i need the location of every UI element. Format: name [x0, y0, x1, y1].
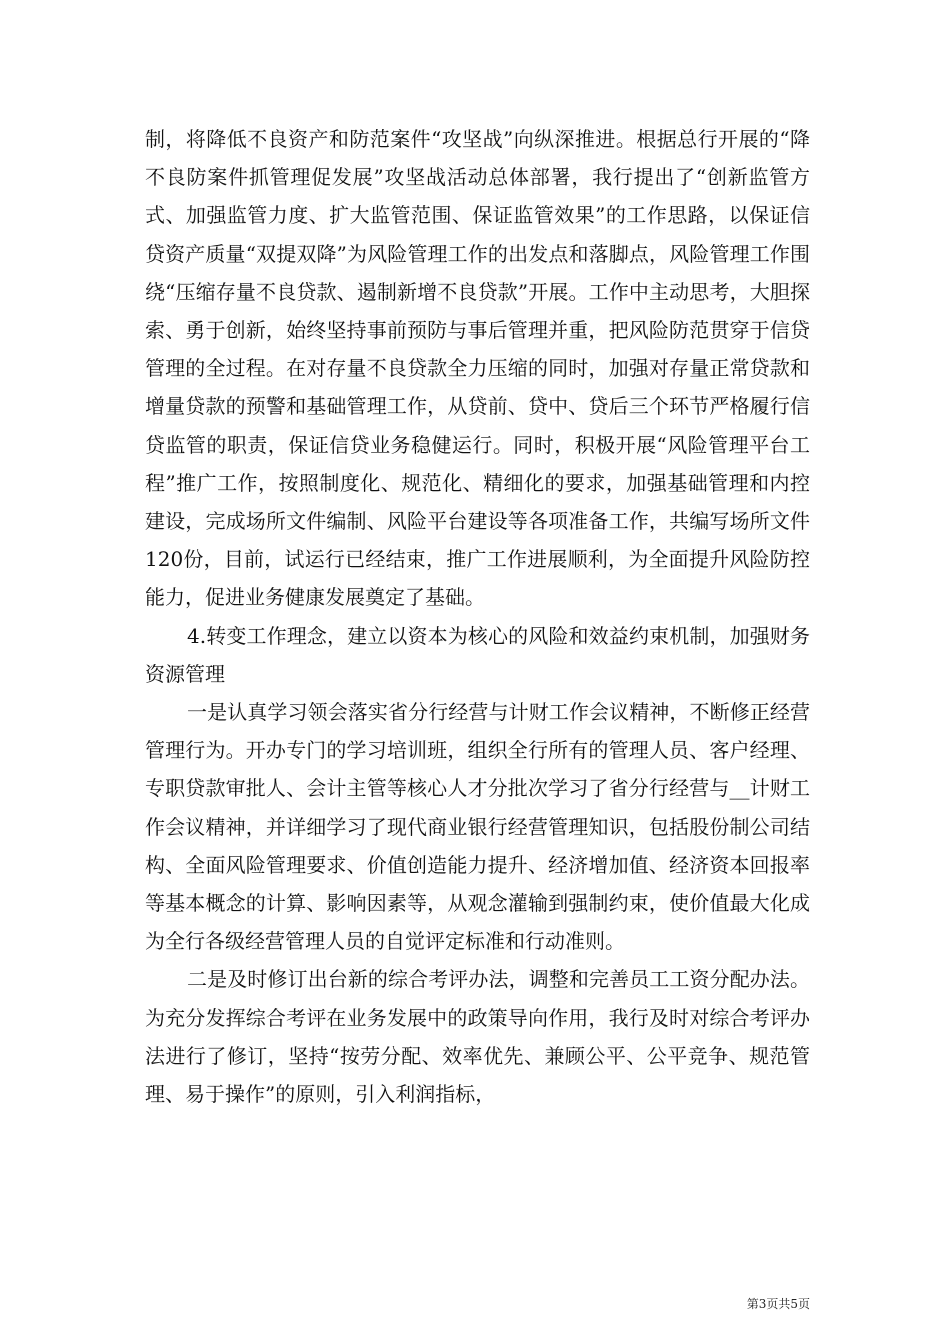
page-number-footer	[747, 1296, 810, 1312]
section-heading-4: 4.转变工作理念，建立以资本为核心的风险和效益约束机制，加强财务资源管理	[145, 623, 810, 686]
paragraph-study-meeting: 一是认真学习领会落实省分行经营与计财工作会议精神，不断修正经营管理行为。开办专门的学习培训班，组织全行所有的管理人员、客户经理、专职贷款审批人、会计主管等核心人才分批次学习了省分行经营与__计财工作会议精神，并详细学习了现代商业银行经营管理知识，包括股份制公司结构、全面风险管理要求、价值创造能力提升、经济增加值、经济资本回报率等基本概念的计算、影响因素等，从观念灌输到强制约束，使价值最大化成为全行各级经营管理人员的自觉评定标准和行动准则。	[145, 700, 810, 954]
document-body	[145, 120, 810, 1113]
page-number-label: 第3页共5页	[746, 1297, 810, 1311]
paragraph-risk-management: 制，将降低不良资产和防范案件“攻坚战”向纵深推进。根据总行开展的“降不良防案件抓管理促发展”攻坚战活动总体部署，我行提出了“创新监管方式、加强监管力度、扩大监管范围、保证监管效果”的工作思路，以保证信贷资产质量“双提双降”为风险管理工作的出发点和落脚点，风险管理工作围绕“压缩存量不良贷款、遏制新增不良贷款”开展。工作中主动思考，大胆探索、勇于创新，始终坚持事前预防与事后管理并重，把风险防范贯穿于信贷管理的全过程。在对存量不良贷款全力压缩的同时，加强对存量正常贷款和增量贷款的预警和基础管理工作，从贷前、贷中、贷后三个环节严格履行信贷监管的职责，保证信贷业务稳健运行。同时，积极开展“风险管理平台工程”推广工作，按照制度化、规范化、精细化的要求，加强基础管理和内控建设，完成场所文件编制、风险平台建设等各项准备工作，共编写场所文件120份，目前，试运行已经结束，推广工作进展顺利，为全面提升风险防控能力，促进业务健康发展奠定了基础。	[145, 127, 810, 610]
paragraph-evaluation-method: 二是及时修订出台新的综合考评办法，调整和完善员工工资分配办法。为充分发挥综合考评在业务发展中的政策导向作用，我行及时对综合考评办法进行了修订，坚持“按劳分配、效率优先、兼顾公平、公平竞争、规范管理、易于操作”的原则，引入利润指标，	[145, 967, 810, 1107]
